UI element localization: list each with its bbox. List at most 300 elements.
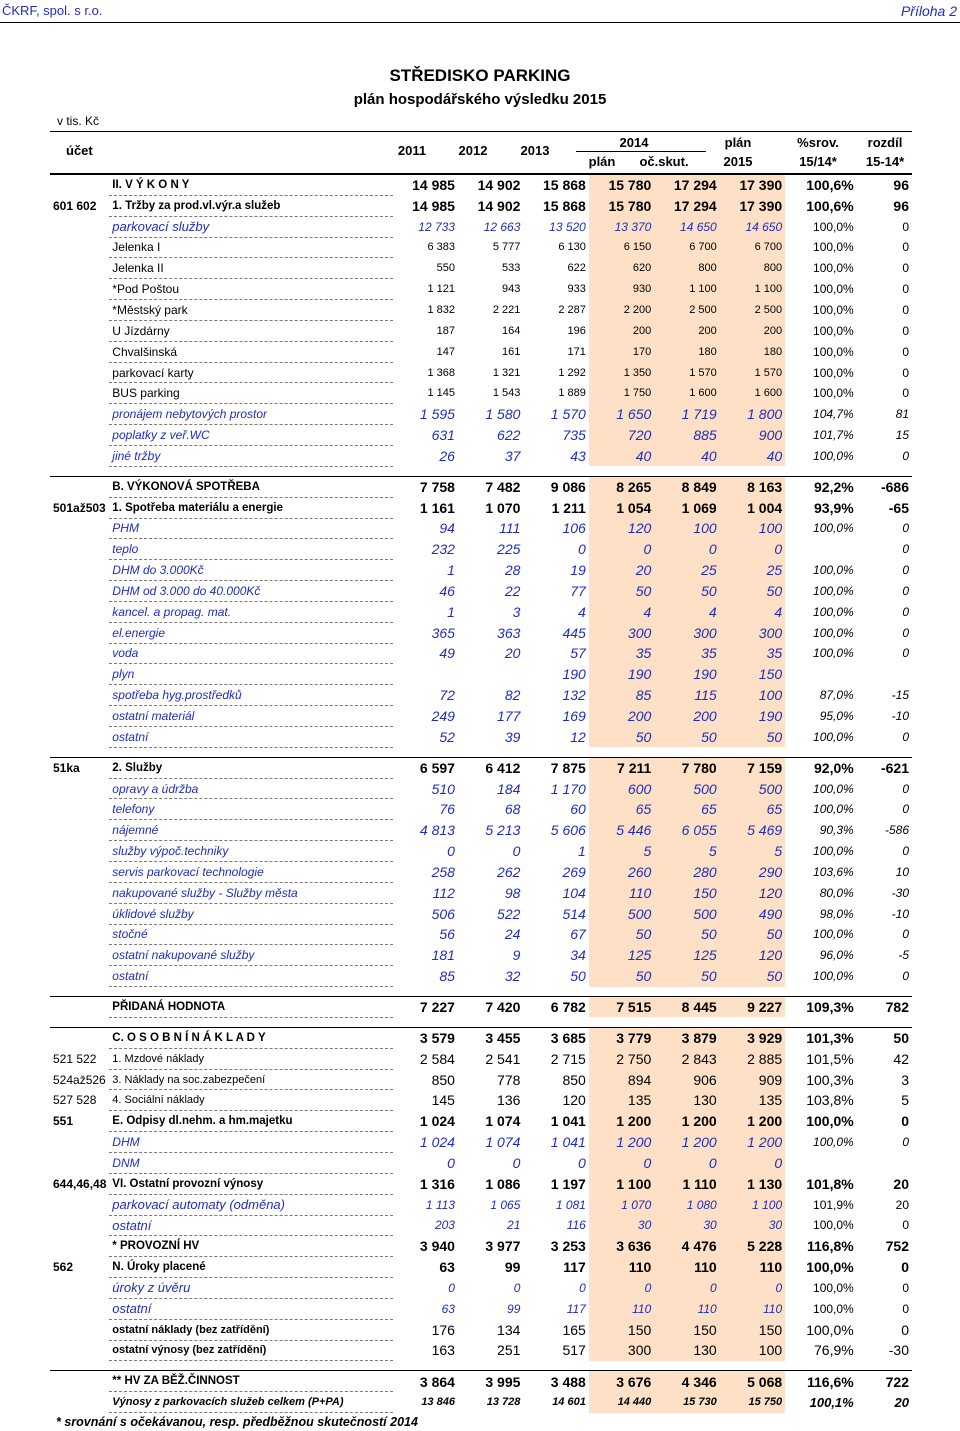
value-pct: 100,0% <box>813 1301 854 1316</box>
value-2014-expected: 180 <box>654 341 719 362</box>
value-diff: 722 <box>857 1371 912 1392</box>
value-2014-plan: 50 <box>589 966 654 987</box>
value-pct: 100,0% <box>813 386 854 401</box>
value-2013: 120 <box>562 1092 586 1109</box>
value-2012: 1 065 <box>490 1197 521 1212</box>
value-2012: 14 902 <box>458 175 523 196</box>
table-row <box>50 706 912 727</box>
value-diff: -586 <box>884 823 909 838</box>
value-2012: 225 <box>497 541 521 558</box>
row-label: *Pod Poštou <box>109 279 392 300</box>
value-diff: 0 <box>902 1280 909 1295</box>
value-2011: 1 024 <box>419 1113 455 1130</box>
value-2014-plan: 15 780 <box>589 175 654 196</box>
value-plan-2015: 1 200 <box>720 1111 785 1132</box>
table-row <box>50 664 912 685</box>
value-pct: 101,3% <box>785 1027 857 1048</box>
value-2013: 67 <box>570 926 586 943</box>
value-2014-expected: 800 <box>654 258 719 279</box>
table-row <box>50 622 912 643</box>
value-plan-2015: 2 500 <box>720 300 785 321</box>
spacer-row <box>50 987 912 997</box>
account-code <box>50 924 109 945</box>
value-pct: 116,6% <box>785 1371 857 1392</box>
plan-table <box>50 174 912 1413</box>
value-2014-plan: 125 <box>589 945 654 966</box>
account-code <box>50 320 109 341</box>
value-2014-expected: 2 843 <box>654 1048 719 1069</box>
value-2012: 98 <box>504 884 521 901</box>
value-diff: 0 <box>902 219 909 234</box>
row-label: Jelenka II <box>109 258 392 279</box>
value-plan-2015: 30 <box>720 1215 785 1236</box>
value-pct: 92,2% <box>785 476 857 497</box>
value-diff: 15 <box>895 428 909 443</box>
table-row <box>50 1194 912 1215</box>
value-diff: 0 <box>902 282 909 297</box>
col-2014-plan: plán <box>588 154 616 169</box>
value-pct: 100,0% <box>813 521 854 536</box>
value-2012: 622 <box>497 427 521 444</box>
table-row <box>50 1132 912 1153</box>
value-2014-expected: 300 <box>654 622 719 643</box>
value-2013: 57 <box>570 645 586 662</box>
table-header <box>0 131 960 173</box>
value-plan-2015: 5 469 <box>720 820 785 841</box>
value-diff: 0 <box>901 1113 909 1130</box>
account-code <box>50 1152 109 1173</box>
value-diff: 0 <box>902 844 909 859</box>
value-diff: 0 <box>902 365 909 380</box>
account-code <box>50 664 109 685</box>
value-plan-2015: 5 228 <box>720 1236 785 1257</box>
value-pct: 93,9% <box>814 499 854 516</box>
value-plan-2015: 150 <box>720 1319 785 1340</box>
value-2014-expected: 500 <box>654 778 719 799</box>
value-2014-plan: 1 070 <box>589 1194 654 1215</box>
table-row <box>50 300 912 321</box>
value-diff: 782 <box>857 997 912 1018</box>
value-2012: 943 <box>502 283 521 296</box>
table-row <box>50 966 912 987</box>
row-label: VI. Ostatní provozní výnosy <box>109 1173 392 1194</box>
row-label: ostatní <box>109 726 392 747</box>
value-pct: 76,9% <box>814 1342 854 1359</box>
value-pct: 95,0% <box>819 709 854 724</box>
value-2012: 2 541 <box>485 1050 521 1067</box>
value-diff: -10 <box>891 906 909 921</box>
table-row <box>50 1069 912 1090</box>
table-row <box>50 237 912 258</box>
row-label: jiné tržby <box>109 445 392 466</box>
value-2014-plan: 300 <box>589 622 654 643</box>
value-diff: 0 <box>901 1321 909 1338</box>
value-2011: 46 <box>439 582 455 599</box>
value-2012: 6 412 <box>458 757 523 778</box>
value-diff: 0 <box>902 927 909 942</box>
row-label: Výnosy z parkovacích služeb celkem (P+PA) <box>109 1392 392 1413</box>
value-diff: 0 <box>902 302 909 317</box>
table-row <box>50 445 912 466</box>
value-2014-expected: 35 <box>654 643 719 664</box>
value-plan-2015: 1 800 <box>720 404 785 425</box>
value-2013: 15 868 <box>523 175 588 196</box>
value-2014-plan: 3 676 <box>589 1371 654 1392</box>
account-code <box>50 1027 109 1048</box>
value-pct: 104,7% <box>813 407 854 422</box>
value-2014-plan: 5 446 <box>589 820 654 841</box>
value-2011: 3 579 <box>393 1027 458 1048</box>
table-row <box>50 425 912 446</box>
value-2013: 43 <box>570 447 586 464</box>
value-2012: 7 420 <box>458 997 523 1018</box>
value-pct: 100,0% <box>813 927 854 942</box>
value-2011: 1 595 <box>419 406 455 423</box>
table-row <box>50 497 912 518</box>
value-2011: 1 316 <box>419 1175 455 1192</box>
value-2011: 176 <box>431 1321 455 1338</box>
value-2013: 0 <box>578 541 586 558</box>
value-plan-2015: 0 <box>720 539 785 560</box>
table-row <box>50 757 912 778</box>
value-diff: 0 <box>902 604 909 619</box>
account-code <box>50 581 109 602</box>
value-2011: 49 <box>439 645 455 662</box>
account-code <box>50 726 109 747</box>
value-2011: 1 145 <box>427 387 455 400</box>
row-label: *Městský park <box>109 300 392 321</box>
value-2012: 134 <box>497 1321 521 1338</box>
value-plan-2015: 17 390 <box>720 195 785 216</box>
value-2011: 14 985 <box>412 197 455 214</box>
value-2014-plan: 4 <box>589 601 654 622</box>
value-diff: 0 <box>902 240 909 255</box>
row-label: * PROVOZNÍ HV <box>109 1236 392 1257</box>
row-label: teplo <box>109 539 392 560</box>
value-2014-expected: 50 <box>654 726 719 747</box>
value-plan-2015: 120 <box>720 945 785 966</box>
table-row <box>50 1298 912 1319</box>
value-2013: 1 041 <box>550 1113 586 1130</box>
value-pct: 100,0% <box>813 604 854 619</box>
value-plan-2015: 1 200 <box>720 1132 785 1153</box>
value-2014-expected: 1 719 <box>654 404 719 425</box>
value-2013: 1 <box>578 843 586 860</box>
row-label: DHM od 3.000 do 40.000Kč <box>109 581 392 602</box>
value-plan-2015: 50 <box>720 924 785 945</box>
value-2011: 1 113 <box>425 1197 455 1212</box>
value-2012: 3 977 <box>485 1238 521 1255</box>
row-label: II. V Ý K O N Y <box>109 175 392 196</box>
value-2014-plan: 135 <box>589 1090 654 1111</box>
row-label: 2. Služby <box>109 757 392 778</box>
table-row <box>50 1257 912 1278</box>
account-code <box>50 966 109 987</box>
value-pct: 100,0% <box>813 1218 854 1233</box>
table-row <box>50 362 912 383</box>
value-2014-expected: 15 730 <box>654 1392 719 1413</box>
account-code <box>50 341 109 362</box>
value-2011: 13 846 <box>421 1396 455 1409</box>
value-2014-expected: 1 069 <box>654 497 719 518</box>
value-2013: 60 <box>570 801 586 818</box>
value-2014-plan: 894 <box>589 1069 654 1090</box>
value-plan-2015: 1 130 <box>720 1173 785 1194</box>
value-2013: 106 <box>562 520 586 537</box>
value-2014-expected: 17 294 <box>654 175 719 196</box>
value-2014-expected: 5 <box>654 841 719 862</box>
table-row <box>50 1371 912 1392</box>
row-label: opravy a údržba <box>109 778 392 799</box>
account-code <box>50 622 109 643</box>
row-label: parkovací karty <box>109 362 392 383</box>
value-2014-plan: 14 440 <box>589 1392 654 1413</box>
value-2011 <box>393 664 458 685</box>
value-pct: 101,7% <box>813 428 854 443</box>
value-2013: 0 <box>578 1154 586 1171</box>
value-2013: 34 <box>570 947 586 964</box>
value-2011: 3 864 <box>393 1371 458 1392</box>
account-code: 551 <box>53 1114 74 1129</box>
value-2012: 778 <box>497 1071 521 1088</box>
row-label: 3. Náklady na soc.zabezpečení <box>109 1069 392 1090</box>
row-label: el.energie <box>109 622 392 643</box>
value-2014-expected: 25 <box>654 560 719 581</box>
account-code: 562 <box>53 1260 74 1275</box>
value-2012: 13 728 <box>486 1396 521 1409</box>
value-2012: 136 <box>497 1092 521 1109</box>
value-diff: 0 <box>902 386 909 401</box>
value-pct: 100,0% <box>813 323 854 338</box>
value-plan-2015: 490 <box>720 903 785 924</box>
value-2013: 5 606 <box>550 822 586 839</box>
value-2013: 77 <box>570 582 586 599</box>
company-name: ČKRF, spol. s r.o. <box>2 3 103 18</box>
value-plan-2015: 500 <box>720 778 785 799</box>
value-2012: 251 <box>497 1342 521 1359</box>
value-diff: 0 <box>902 1135 909 1150</box>
table-row <box>50 279 912 300</box>
value-2013: 19 <box>570 562 586 579</box>
value-pct: 100,0% <box>813 219 854 234</box>
value-pct: 100,0% <box>813 563 854 578</box>
value-diff: -10 <box>891 709 909 724</box>
value-2014-plan: 110 <box>589 1257 654 1278</box>
value-2012: 2 221 <box>492 303 521 316</box>
row-label: 4. Sociální náklady <box>109 1090 392 1111</box>
account-code <box>50 404 109 425</box>
value-2013: 2 287 <box>558 303 586 316</box>
row-label: C. O S O B N Í N Á K L A D Y <box>109 1027 392 1048</box>
row-label: Jelenka I <box>109 237 392 258</box>
value-2014-expected: 17 294 <box>654 195 719 216</box>
value-diff: 42 <box>893 1050 909 1067</box>
row-label: ostatní materiál <box>109 706 392 727</box>
account-code <box>50 820 109 841</box>
row-label: poplatky z veř.WC <box>109 425 392 446</box>
value-2011: 145 <box>431 1092 455 1109</box>
value-2014-plan: 1 054 <box>589 497 654 518</box>
value-plan-2015: 8 163 <box>720 476 785 497</box>
value-pct: 100,0% <box>813 448 854 463</box>
value-plan-2015: 65 <box>720 799 785 820</box>
value-2014-expected: 1 080 <box>654 1194 719 1215</box>
account-code <box>50 643 109 664</box>
value-2014-expected: 280 <box>654 862 719 883</box>
value-plan-2015: 1 100 <box>720 1194 785 1215</box>
value-plan-2015: 50 <box>720 726 785 747</box>
account-code <box>50 476 109 497</box>
value-2014-expected: 0 <box>654 539 719 560</box>
account-code <box>50 279 109 300</box>
value-2014-expected: 130 <box>654 1340 719 1361</box>
value-plan-2015: 135 <box>720 1090 785 1111</box>
value-plan-2015: 3 929 <box>720 1027 785 1048</box>
account-code: 524až526 <box>53 1072 106 1087</box>
spacer-row <box>50 1017 912 1027</box>
value-plan-2015: 4 <box>720 601 785 622</box>
col-2011: 2011 <box>397 143 427 158</box>
value-2012: 111 <box>499 520 521 537</box>
value-plan-2015: 1 570 <box>720 362 785 383</box>
table-row <box>50 258 912 279</box>
row-label: stočné <box>109 924 392 945</box>
value-diff: 0 <box>902 646 909 661</box>
value-2011: 72 <box>439 687 455 704</box>
value-2011: 14 985 <box>393 175 458 196</box>
value-2014-expected: 110 <box>654 1257 719 1278</box>
value-2012: 1 070 <box>485 499 521 516</box>
value-2014-plan: 260 <box>589 862 654 883</box>
value-2014-plan: 20 <box>589 560 654 581</box>
value-2014-expected: 906 <box>654 1069 719 1090</box>
row-label: B. VÝKONOVÁ SPOTŘEBA <box>109 476 392 497</box>
table-row <box>50 1278 912 1299</box>
value-2011: 12 733 <box>418 219 455 234</box>
value-pct <box>785 1152 857 1173</box>
table-row <box>50 726 912 747</box>
value-2011: 4 813 <box>419 822 455 839</box>
value-2014-plan: 620 <box>589 258 654 279</box>
value-2012: 20 <box>504 645 521 662</box>
value-pct: 100,0% <box>813 344 854 359</box>
row-label: kancel. a propag. mat. <box>109 601 392 622</box>
value-2011: 1 <box>447 603 455 620</box>
table-row <box>50 1173 912 1194</box>
value-2013: 850 <box>562 1071 586 1088</box>
col-account: účet <box>66 143 93 158</box>
value-plan-2015: 1 600 <box>720 383 785 404</box>
value-2012: 1 074 <box>485 1113 521 1130</box>
value-2011: 63 <box>439 1259 455 1276</box>
value-2014-expected: 4 476 <box>654 1236 719 1257</box>
value-plan-2015: 7 159 <box>720 757 785 778</box>
account-code <box>50 518 109 539</box>
value-2012: 24 <box>504 926 521 943</box>
value-pct: 100,0% <box>806 1321 854 1338</box>
value-2014-plan: 600 <box>589 778 654 799</box>
value-2014-expected: 4 <box>654 601 719 622</box>
row-label: E. Odpisy dl.nehm. a hm.majetku <box>109 1111 392 1132</box>
row-label: BUS parking <box>109 383 392 404</box>
value-2014-plan: 0 <box>589 539 654 560</box>
value-pct: 100,0% <box>813 282 854 297</box>
value-2012: 3 995 <box>458 1371 523 1392</box>
value-2013: 1 170 <box>550 780 586 797</box>
account-code <box>50 1215 109 1236</box>
value-diff: 0 <box>902 542 909 557</box>
value-2014-expected: 8 445 <box>654 997 719 1018</box>
account-code <box>50 706 109 727</box>
account-code <box>50 945 109 966</box>
value-diff: -30 <box>888 1342 909 1359</box>
appendix-label: Příloha 2 <box>900 3 957 19</box>
value-pct: 100,0% <box>813 1280 854 1295</box>
account-code <box>50 445 109 466</box>
value-2012: 262 <box>497 863 521 880</box>
value-2011: 163 <box>431 1342 455 1359</box>
account-code: 501až503 <box>53 500 106 515</box>
value-plan-2015: 1 004 <box>720 497 785 518</box>
account-code <box>50 882 109 903</box>
value-2013: 3 253 <box>550 1238 586 1255</box>
account-code <box>50 997 109 1018</box>
value-2014-expected: 0 <box>654 1152 719 1173</box>
value-diff: 0 <box>902 781 909 796</box>
value-2011: 56 <box>439 926 455 943</box>
value-2012: 5 213 <box>485 822 521 839</box>
account-code <box>50 799 109 820</box>
row-label: pronájem nebytových prostor <box>109 404 392 425</box>
value-plan-2015: 100 <box>720 1340 785 1361</box>
col-diff-sub: 15-14* <box>865 154 905 169</box>
row-label: DHM do 3.000Kč <box>109 560 392 581</box>
account-code <box>50 1236 109 1257</box>
row-label: nájemné <box>109 820 392 841</box>
value-2013: 622 <box>567 262 586 275</box>
value-2011: 94 <box>439 520 455 537</box>
value-2012: 533 <box>502 262 521 275</box>
value-2014-expected: 500 <box>654 903 719 924</box>
value-2014-plan: 50 <box>589 726 654 747</box>
value-2014-plan: 13 370 <box>589 216 654 237</box>
spacer-row <box>50 1361 912 1371</box>
table-row <box>50 778 912 799</box>
value-plan-2015: 5 <box>720 841 785 862</box>
value-pct: 103,6% <box>813 864 854 879</box>
value-2013: 3 488 <box>523 1371 588 1392</box>
value-2014-plan: 1 100 <box>589 1173 654 1194</box>
value-pct: 101,9% <box>813 1197 854 1212</box>
value-2014-expected: 7 780 <box>654 757 719 778</box>
value-2011: 1 832 <box>427 303 455 316</box>
value-diff: 752 <box>885 1238 909 1255</box>
value-plan-2015: 35 <box>720 643 785 664</box>
table-row <box>50 997 912 1018</box>
value-diff: 0 <box>902 563 909 578</box>
account-code: 527 528 <box>53 1093 97 1108</box>
account-code <box>50 1132 109 1153</box>
value-2013: 13 520 <box>549 219 586 234</box>
row-label: telefony <box>109 799 392 820</box>
value-2013: 104 <box>562 884 586 901</box>
value-diff: 0 <box>902 969 909 984</box>
value-2014-plan: 35 <box>589 643 654 664</box>
col-2013: 2013 <box>520 143 550 158</box>
col-pct: %srov. <box>797 135 839 150</box>
value-diff: -5 <box>898 948 909 963</box>
value-pct: 100,0% <box>813 802 854 817</box>
